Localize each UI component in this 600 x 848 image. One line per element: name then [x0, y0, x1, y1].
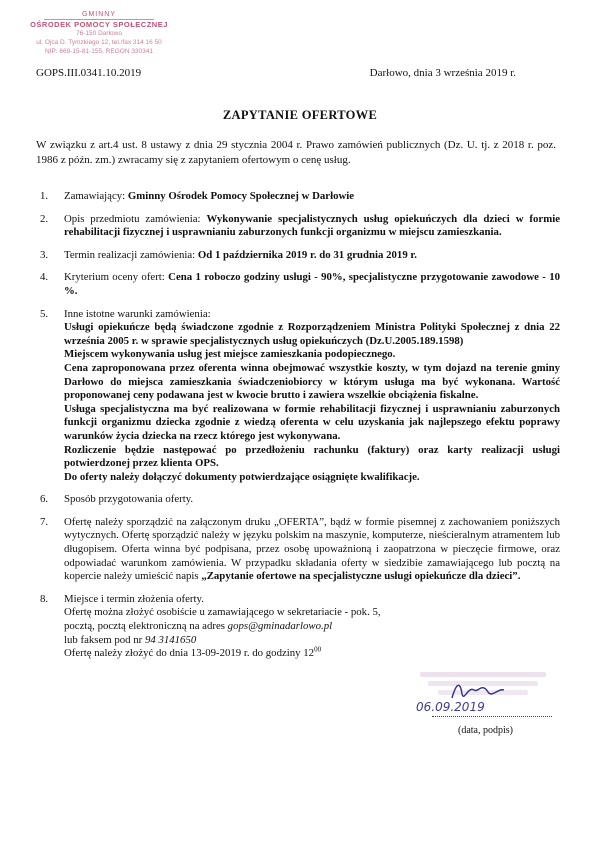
- submission-text: Ofertę należy złożyć do dnia 13-09-2019 r. do godziny 12: [64, 647, 315, 660]
- item-label: Inne istotne warunki zamówienia:: [64, 307, 211, 320]
- list-item: [40, 493, 560, 507]
- list-item: [40, 516, 560, 584]
- list-item: [40, 593, 560, 661]
- item-number: 5.: [40, 307, 49, 320]
- item-number: 2.: [40, 212, 49, 225]
- fax-number: 94 3141650: [144, 633, 197, 646]
- item-text: Ofertę należy sporządzić na załączonym druku „OFERTA”, bądź w formie pisemnej z zachowaniem poniższych wytycznych. Ofertę sporządzić należy w języku polskim na maszynie, komputerze, nieścieralnym atramentem lub długopisem. Oferta winna być podpisana, przez osobę upoważnioną i zaopatrzona w pieczęcie firmowe, oraz odpowiadać warunkom zamówienia. W przypadku składania oferty w siedzibie zamawiającego lub pocztą na kopercie należy umieścić napis: [64, 515, 560, 583]
- item-value: Gminny Ośrodek Pomocy Społecznej w Darłowie: [127, 190, 355, 202]
- item-number: 1.: [40, 190, 49, 202]
- item-number: 4.: [40, 271, 49, 284]
- place-date: Darłowo, dnia 3 września 2019 r.: [369, 67, 516, 79]
- signature-caption: (data, podpis): [458, 725, 513, 736]
- item-label: Opis przedmiotu zamówienia:: [64, 212, 207, 225]
- signature-date: 06.09.2019: [416, 700, 485, 714]
- list-item: [40, 190, 560, 204]
- list-item: [40, 249, 560, 263]
- submission-line: [64, 620, 560, 634]
- condition-paragraph: Rozliczenie będzie następować po przedłożeniu rachunku (faktury) oraz karty realizacji usługi potwierdzonej przez klienta OPS.: [64, 443, 560, 470]
- item-value: Od 1 października 2019 r. do 31 grudnia 2019 r.: [197, 248, 417, 261]
- item-value: Wykonywanie specjalistycznych usług opiekuńczych dla dzieci w formie rehabilitacji fizycznej i usprawnianiu zaburzonych funkcji organizmu w miejscu zamieszkania.: [64, 212, 560, 239]
- item-label: Zamawiający:: [64, 190, 128, 202]
- submission-line: Ofertę można złożyć osobiście u zamawiającego w sekretariacie - pok. 5,: [64, 606, 381, 619]
- institution-stamp: [26, 10, 172, 68]
- list-item: [40, 308, 560, 485]
- item-number: 8.: [40, 592, 49, 605]
- hour-superscript: 00: [314, 645, 322, 654]
- item-number: 6.: [40, 493, 49, 506]
- condition-paragraph: Cena zaproponowana przez oferenta winna obejmować wszystkie koszty, w tym dojazd na terenie gminy Darłowo do miejsca zamieszkania świadczeniobiorcy w którym usługa ma być wykonana. Wartość proponowanej ceny podawana jest w kwocie brutto i zawiera wszelkie obciążenia fiskalne.: [64, 361, 560, 402]
- item-value: Cena 1 roboczo godziny usługi - 90%, specjalistyczne przygotowanie zawodowe - 10 %.: [64, 271, 560, 297]
- submission-text: lub faksem pod nr: [64, 633, 145, 646]
- document-title: ZAPYTANIE OFERTOWE: [222, 108, 378, 122]
- item-label: Sposób przygotowania oferty.: [64, 493, 194, 506]
- list-item: [40, 271, 560, 298]
- item-number: 7.: [40, 515, 49, 528]
- item-label: Kryterium oceny ofert:: [64, 271, 169, 284]
- item-label: Termin realizacji zamówienia:: [64, 248, 198, 261]
- item-label: Miejsce i termin złożenia oferty.: [64, 592, 204, 605]
- condition-paragraph: Usługi opiekuńcze będą świadczone zgodnie z Rozporządzeniem Ministra Polityki Społecznej z dnia 22 września 2005 r. w sprawie specjalistycznych usług opiekuńczych (Dz.U.2005.189.1598): [64, 321, 560, 347]
- submission-line: [64, 647, 560, 661]
- stamp-line: 76-150 Darłowo: [76, 30, 122, 37]
- condition-paragraph: Do oferty należy dołączyć dokumenty potwierdzające osiągnięte kwalifikacje.: [64, 470, 420, 483]
- stamp-line: GMINNY: [44, 10, 154, 20]
- condition-paragraph: Usługa specjalistyczna ma być realizowana w formie rehabilitacji fizycznej i usprawnianiu zaburzonych funkcji organizmu dziecka zgodnie z wiedzą oferenta w celu uzyskania jak najlepszego efektu poprawy warunków życia dziecka na rzecz którego jest wykonywana.: [64, 402, 560, 442]
- stamp-line: OŚRODEK POMOCY SPOŁECZNEJ: [30, 20, 168, 29]
- stamp-line: NIP: 669-15-81-155, REGON 330341: [44, 48, 154, 55]
- item-value: „Zapytanie ofertowe na specjalistyczne usługi opiekuńcze dla dzieci”.: [201, 570, 521, 583]
- email-address: gops@gminadarlowo.pl: [227, 620, 333, 633]
- items-list: [40, 190, 560, 670]
- document-reference: GOPS.III.0341.10.2019: [36, 67, 142, 79]
- stamp-line: ul. Ojca D. Tymzkiego 12, tel./fax 314 16 50: [36, 39, 162, 46]
- condition-paragraph: Miejscem wykonywania usług jest miejsce zamieszkania podopiecznego.: [64, 348, 396, 361]
- intro-paragraph: W związku z art.4 ust. 8 ustawy z dnia 29 stycznia 2004 r. Prawo zamówień publicznych (Dz. U. tj. z 2018 r. poz. 1986 z późn. zm.) zwracamy się z zapytaniem ofertowym o cenę usług.: [36, 139, 556, 166]
- item-number: 3.: [40, 248, 49, 261]
- list-item: [40, 213, 560, 240]
- signature-line: [432, 716, 552, 717]
- submission-line: [64, 634, 560, 648]
- submission-text: pocztą, pocztą elektroniczną na adres: [64, 620, 228, 633]
